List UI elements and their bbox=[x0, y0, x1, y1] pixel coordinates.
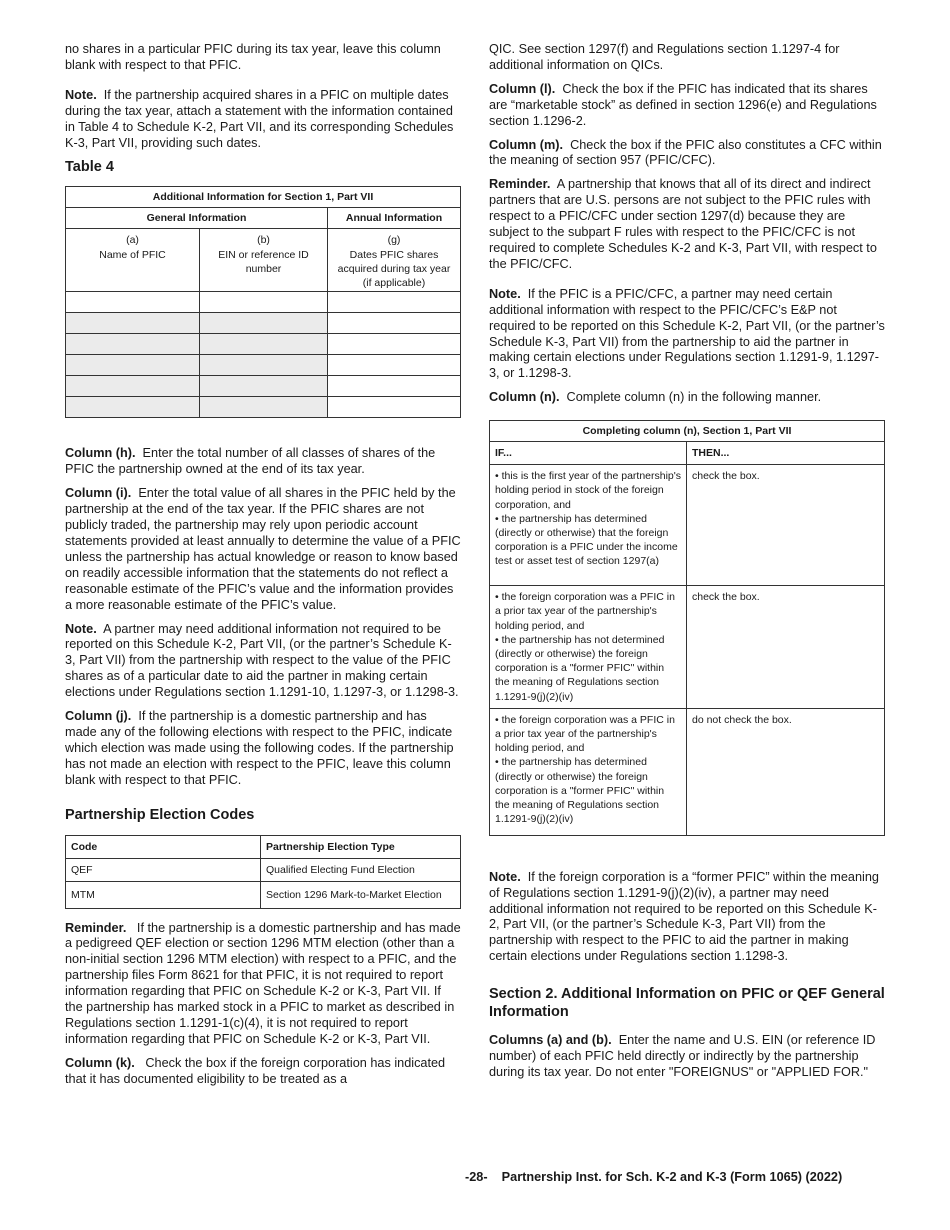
table4-col-b: (b) EIN or reference ID number bbox=[200, 229, 328, 292]
pec-header-type: Partnership Election Type bbox=[261, 835, 461, 858]
table4-row bbox=[66, 313, 461, 334]
table4-col-a: (a) Name of PFIC bbox=[66, 229, 200, 292]
column-h-paragraph: Column (h). Enter the total number of all classes of shares of the PFIC the partnership owned at the end of its tax year. bbox=[65, 446, 436, 477]
right-column bbox=[489, 42, 885, 1089]
table4-row bbox=[66, 397, 461, 418]
note-paragraph: Note. If the partnership acquired shares in a PFIC on multiple dates during the tax year, attach a statement with the information contained in Table 4 to Schedule K-2, Part VII, and its corresponding Schedules K-3, Part VII, providing such dates. bbox=[65, 87, 454, 150]
column-k-paragraph: Column (k). Check the box if the foreign corporation has indicated that it has documented eligibility to be treated as a bbox=[65, 1055, 446, 1086]
table4-group-general: General Information bbox=[66, 208, 328, 229]
column-n-header-then: THEN... bbox=[687, 442, 885, 465]
note-paragraph: Note. If the foreign corporation is a “former PFIC” within the meaning of Regulations section 1.1291-9(j)(2)(iv), a partner may need additional information not required to be reported on this Schedule K-2, Part VII, (or the partner’s Schedule K-3, Part VII) from the partnership with respect to the PFIC to aid the partner in making certain elections under Regulations section 1.1298-3. bbox=[489, 869, 879, 964]
column-n-header-if: IF... bbox=[490, 442, 687, 465]
column-n-paragraph: Column (n). Complete column (n) in the following manner. bbox=[489, 390, 822, 405]
election-codes-title: Partnership Election Codes bbox=[65, 806, 255, 823]
table-row: MTM Section 1296 Mark-to-Market Election bbox=[66, 881, 461, 908]
footer-title: Partnership Inst. for Sch. K-2 and K-3 (Form 1065) (2022) bbox=[501, 1170, 843, 1184]
column-l-paragraph: Column (l). Check the box if the PFIC has indicated that its shares are “marketable stock” as defined in section 1296(e) and Regulations section 1.1296-2. bbox=[489, 81, 877, 128]
table4-caption: Additional Information for Section 1, Part VII bbox=[66, 187, 461, 208]
table4-col-g: (g) Dates PFIC shares acquired during tax year (if applicable) bbox=[328, 229, 461, 292]
table4-row bbox=[66, 376, 461, 397]
table4-title: Table 4 bbox=[65, 159, 114, 176]
election-codes-table bbox=[65, 835, 461, 909]
page-number: -28- bbox=[465, 1170, 488, 1184]
note-paragraph: Note. If the PFIC is a PFIC/CFC, a partner may need certain additional information with respect to the PFIC/CFC’s E&P not required to be reported on this Schedule K-2, Part VII, (or the partner’s Schedule K-3, Part VII) from the partnership to aid the partner in making certain elections under Regulations section 1.1291-9, 1.1297-3, or 1.1298-3. bbox=[489, 286, 885, 381]
columns-a-b-paragraph: Columns (a) and (b). Enter the name and U.S. EIN (or reference ID number) of each PFIC held directly or indirectly by the partnership during its tax year. Do not enter "FOREIGNUS" or "APPLIED FOR." bbox=[489, 1033, 876, 1079]
table4-group-annual: Annual Information bbox=[328, 208, 461, 229]
column-j-paragraph: Column (j). If the partnership is a domestic partnership and has made any of the following elections with respect to the PFIC, indicate which election was made using the following codes. If the partnership has not made an election with respect to the PFIC, leave this column blank with respect to that PFIC. bbox=[65, 709, 454, 787]
table-row: • this is the first year of the partnership's holding period in stock of the foreign corporation, and • the partnership has determined (directly or otherwise) that the foreign corporation is a PFIC under the income test or asset test of section 1297(a) check the box. bbox=[490, 465, 885, 586]
table4-row bbox=[66, 355, 461, 376]
column-n-caption: Completing column (n), Section 1, Part VII bbox=[490, 421, 885, 442]
table4 bbox=[65, 186, 461, 418]
column-n-table bbox=[489, 420, 885, 836]
page-footer bbox=[465, 1170, 842, 1184]
reminder-paragraph: Reminder. A partnership that knows that all of its direct and indirect partners that are U.S. persons are not subject to the PFIC rules with respect to a PFIC/CFC under section 1297(d) because they are subject to the subpart F rules with respect to the PFIC/CFC is not required to complete Schedules K-2 and K-3, Part VII, with respect to the PFIC/CFC. bbox=[489, 177, 877, 271]
paragraph: QIC. See section 1297(f) and Regulations section 1.1297-4 for additional information on QICs. bbox=[489, 42, 840, 72]
column-m-paragraph: Column (m). Check the box if the PFIC also constitutes a CFC within the meaning of section 957 (PFIC/CFC). bbox=[489, 137, 882, 168]
note-paragraph: Note. A partner may need additional information not required to be reported on this Schedule K-2, Part VII, (or the partner’s Schedule K-3, Part VII) from the partnership with respect to the value of the PFIC shares as of a particular date to aid the partner in making certain elections under Regulations section 1.1291-10, 1.1297-3, or 1.1298-3. bbox=[65, 621, 459, 700]
table-row: • the foreign corporation was a PFIC in a prior tax year of the partnership's holding period, and • the partnership has not determined (directly or otherwise) the foreign corporation is a "former PFIC" within the meaning of Regulations section 1.1291-9(j)(2)(iv) check the box. bbox=[490, 586, 885, 709]
column-i-paragraph: Column (i). Enter the total value of all shares in the PFIC held by the partnership at the end of the tax year. If the PFIC shares are not publicly traded, the partnership may rely upon periodic account statements provided at least annually to determine the value of a PFIC unless the partnership has actual knowledge or reason to know based on readily accessible information that the statements do not reflect a reasonable estimate of the PFIC’s value and the information provides a more reasonable estimate of the PFIC’s value. bbox=[65, 486, 461, 612]
left-column bbox=[65, 42, 461, 1096]
table4-row bbox=[66, 292, 461, 313]
table4-row bbox=[66, 334, 461, 355]
pec-header-code: Code bbox=[66, 835, 261, 858]
reminder-paragraph: Reminder. If the partnership is a domestic partnership and has made a pedigreed QEF election or section 1296 MTM election (other than a non-initial section 1296 MTM election) with respect to a PFIC, and the partnership files Form 8621 for that PFIC, it is not required to report information regarding that PFIC on Schedule K-2 or K-3, Part VII. If the partnership has marked stock in a PFIC to market as described in Regulations section 1.1291-1(c)(4), it is not required to report information regarding that PFIC on Schedule K-2 or K-3, Part VII. bbox=[65, 920, 461, 1046]
paragraph: no shares in a particular PFIC during its tax year, leave this column blank with respect to that PFIC. bbox=[65, 42, 441, 72]
section-2-heading: Section 2. Additional Information on PFIC or QEF General Information bbox=[489, 986, 885, 1021]
table-row: • the foreign corporation was a PFIC in a prior tax year of the partnership's holding period, and • the partnership has determined (directly or otherwise) the foreign corporation is a "former PFIC" within the meaning of Regulations section 1.1291-9(j)(2)(iv) do not check the box. bbox=[490, 708, 885, 835]
table-row: QEF Qualified Electing Fund Election bbox=[66, 858, 461, 881]
